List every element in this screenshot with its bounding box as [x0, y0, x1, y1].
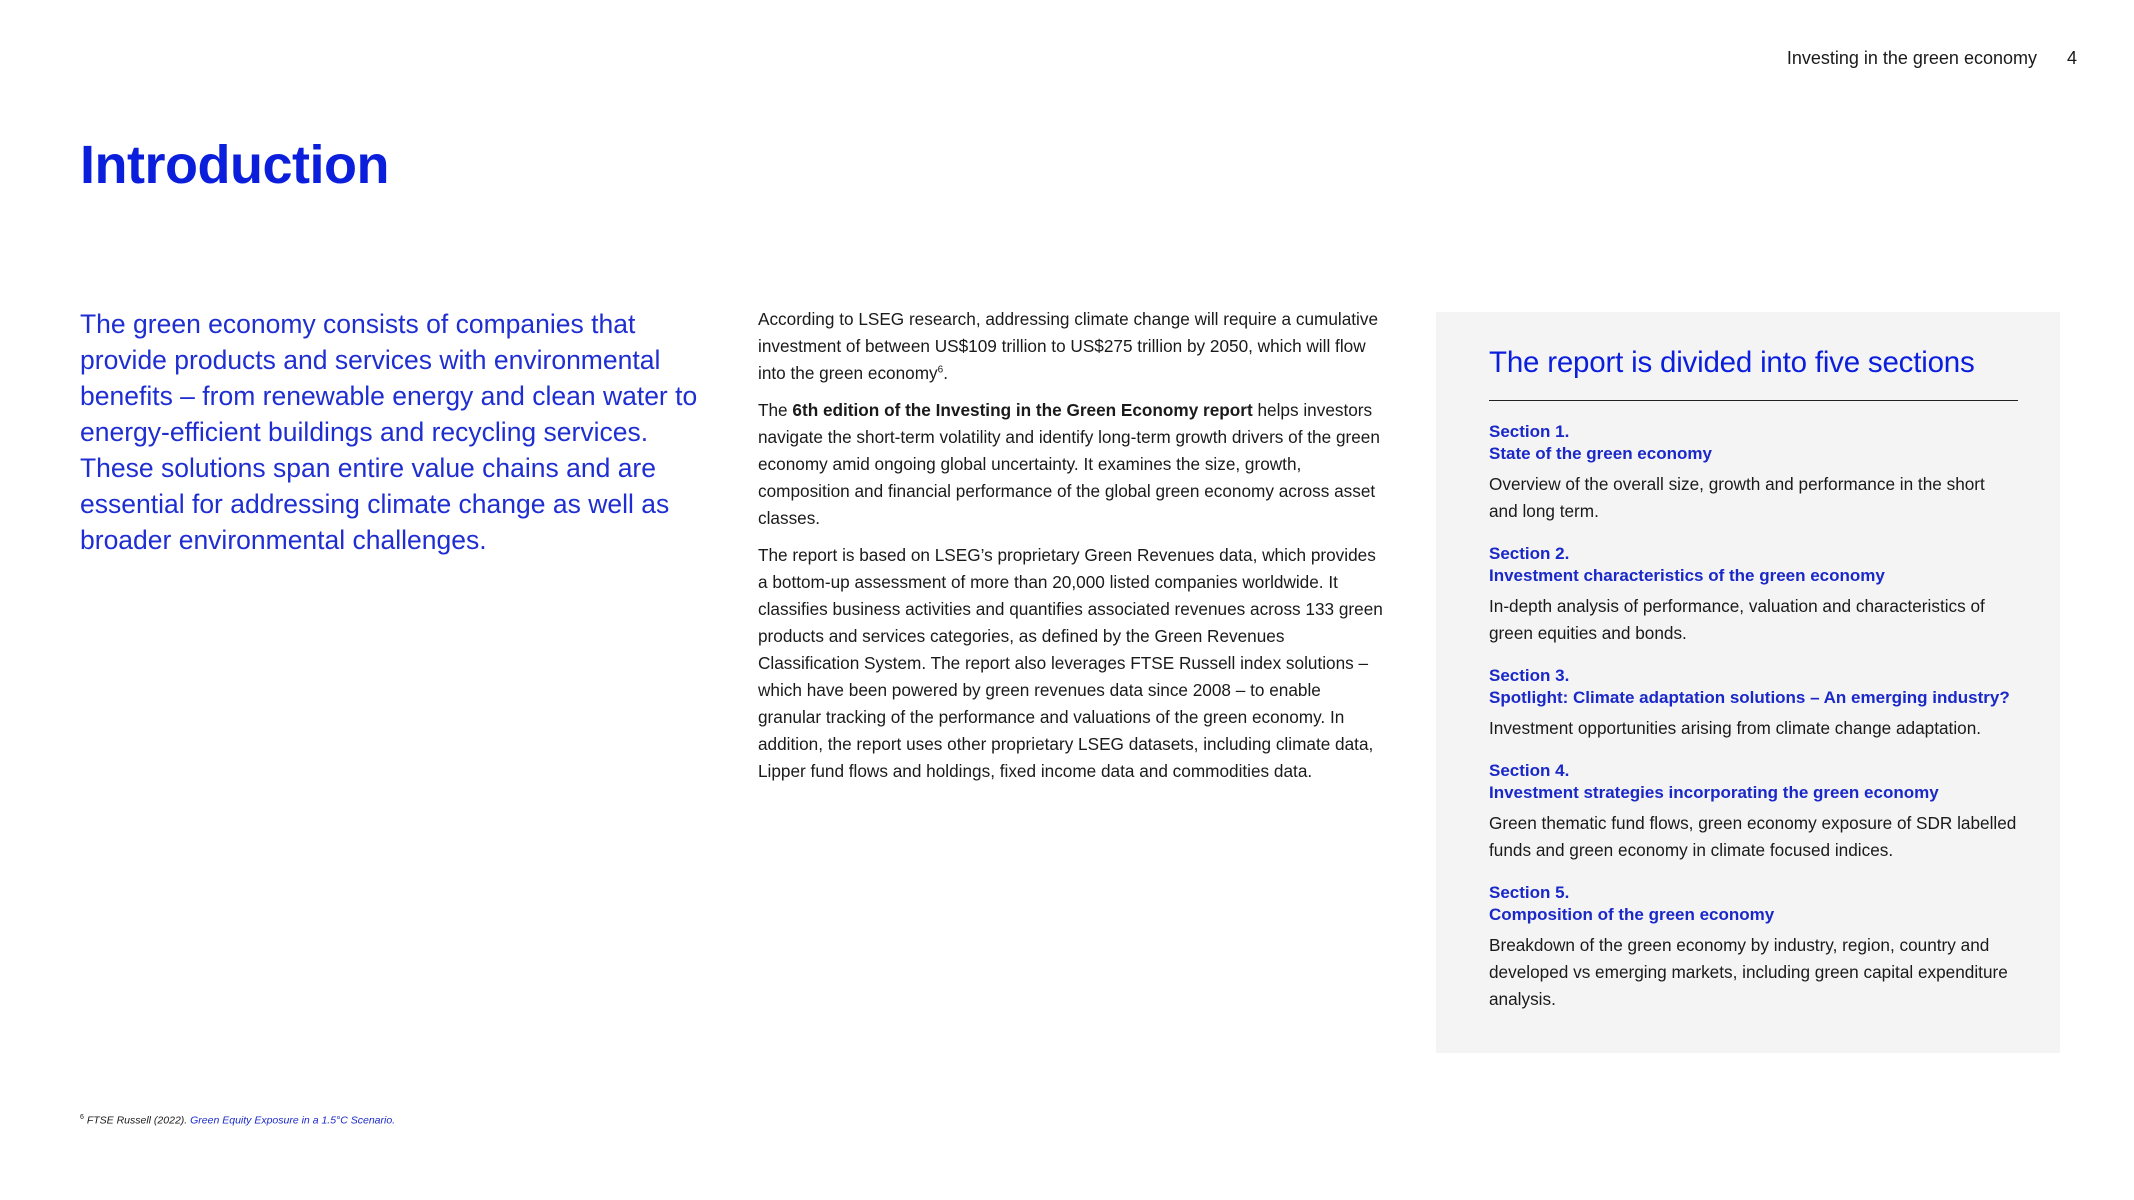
footnote-ref[interactable]: 6	[937, 364, 944, 376]
footnote-mark: 6	[80, 1114, 84, 1121]
page-header	[1787, 48, 2077, 69]
header-doc-title: Investing in the green economy	[1786, 48, 2037, 68]
section-number: Section 3.	[1489, 666, 1570, 685]
section-item-3[interactable]	[1489, 665, 2018, 742]
body-paragraph-3: The report is based on LSEG’s proprietary Green Revenues data, which provides a bottom-up assessment of more than 20,000 listed companies worldwide. It classifies business activities and quantifies associated revenues across 133 green products and services categories, as defined by the Green Revenues Classification System. The report also leverages FTSE Russell index solutions – which have been powered by green revenues data since 2008 – to enable granular tracking of the performance and valuations of the green economy. In addition, the report uses other proprietary LSEG datasets, including climate data, Lipper fund flows and holdings, fixed income data and commodities data.	[758, 545, 1383, 781]
section-item-2[interactable]	[1489, 543, 2018, 647]
page-number: 4	[2066, 48, 2077, 68]
section-name[interactable]: Investment characteristics of the green economy	[1489, 566, 1885, 585]
report-name: 6th edition of the Investing in the Green Economy report	[792, 400, 1253, 420]
section-description: Breakdown of the green economy by industry, region, country and developed vs emerging markets, including green capital expenditure analysis.	[1489, 935, 2008, 1009]
page-title: Introduction	[80, 135, 389, 195]
section-number: Section 5.	[1489, 883, 1570, 902]
section-number: Section 4.	[1489, 761, 1570, 780]
section-number: Section 2.	[1489, 544, 1570, 563]
section-name[interactable]: Spotlight: Climate adaptation solutions – An emerging industry?	[1489, 688, 2010, 707]
section-item-1[interactable]	[1489, 421, 2018, 525]
section-number: Section 1.	[1489, 422, 1570, 441]
panel-title: The report is divided into five sections	[1489, 346, 2018, 401]
body-paragraph-2: The 6th edition of the Investing in the Green Economy report helps investors navigate the short-term volatility and identify long-term growth drivers of the green economy amid ongoing global uncertainty. It examines the size, growth, composition and financial performance of the global green economy across asset classes.	[758, 400, 1380, 528]
section-description: Overview of the overall size, growth and performance in the short and long term.	[1489, 474, 1985, 521]
section-description: Investment opportunities arising from climate change adaptation.	[1489, 718, 1982, 738]
footnote-source: FTSE Russell (2022).	[86, 1114, 191, 1127]
section-name[interactable]: Investment strategies incorporating the green economy	[1489, 783, 1939, 802]
footnote-link[interactable]: Green Equity Exposure in a 1.5°C Scenario.	[190, 1114, 396, 1127]
section-item-5[interactable]	[1489, 882, 2018, 1013]
body-column	[758, 306, 1388, 795]
section-description: In-depth analysis of performance, valuation and characteristics of green equities and bonds.	[1489, 596, 1985, 643]
sections-list	[1489, 421, 2018, 1013]
section-description: Green thematic fund flows, green economy exposure of SDR labelled funds and green economy in climate focused indices.	[1489, 813, 2017, 860]
sections-panel	[1436, 312, 2060, 1053]
footnote	[80, 1114, 395, 1127]
lead-paragraph: The green economy consists of companies that provide products and services with environmental benefits – from renewable energy and clean water to energy-efficient buildings and recycling services. These solutions span entire value chains and are essential for addressing climate change as well as broader environmental challenges.	[80, 309, 698, 555]
section-item-4[interactable]	[1489, 760, 2018, 864]
body-paragraph-1: According to LSEG research, addressing climate change will require a cumulative investment of between US$109 trillion to US$275 trillion by 2050, which will flow into the green economy$^6$.	[758, 309, 1379, 383]
section-name[interactable]: State of the green economy	[1489, 444, 1712, 463]
section-name[interactable]: Composition of the green economy	[1489, 905, 1775, 924]
